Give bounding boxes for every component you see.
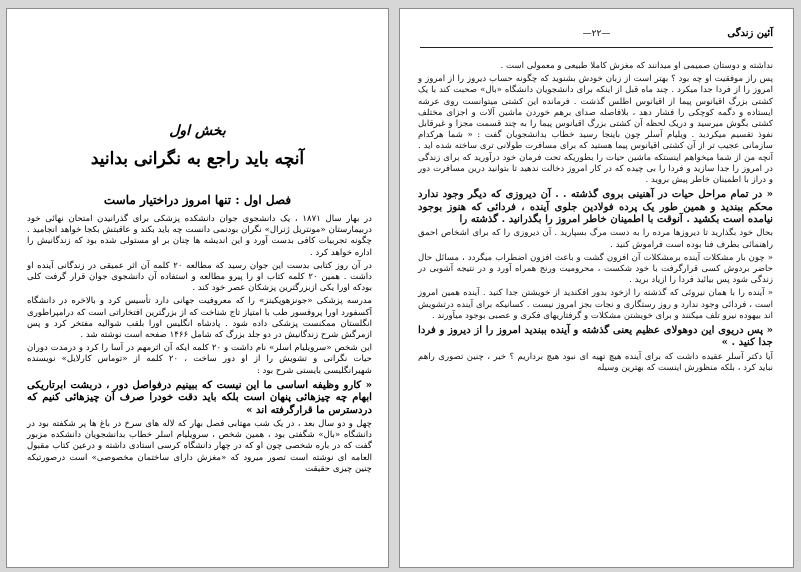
page-number-value: ۲۲ (591, 29, 602, 39)
chapter-title: آنچه باید راجع به نگرانی بدانید (90, 149, 305, 169)
paragraph: نداشته و دوستان صمیمی او میدانند که مغزش کاملا طبیعی و معمولی است . (500, 61, 773, 71)
paragraph: در آن روز کتابی بدست این جوان رسید که مطالعه ۲۰ کلمه آن اثر عمیقی در زندگانی آینده او داشت . همین ۲۰ کلمه کتاب او را پیرو مطالعه و استفاده آن دانشجوی جوان قرار گرفت کلی بودکه اورا یکی ازبزرگترین پزشکان عصر خود کند . (27, 260, 373, 294)
paragraph: در بهار سال ۱۸۷۱ ، یک دانشجوی جوان دانشکده پزشکی برای گذرانیدن امتحان نهائی خود دربیمارستان «مونتریل ژنرال» نگران بودنمی دانست چه باید بکند و عاقبتش بکجا خواهد انجامید . چگونه تجربیات کافی بدست آورد و این اندیشه ها چنان بر او مستولی شده بود که زندگانیش را اداره خواهد کرد . (27, 214, 372, 258)
paragraph: چهل و دو سال بعد ، در یک شب مهتابی فصل بهار که لاله های سرخ در باغ ها پر شکفته بود در دانشگاه «بال» شگفتی بود ، همین شخص ، سرویلیام اسلر خطاب بدانشجویان دانشکده مزبور گفت که در باره شخصی چون او که در چهار دانشگاه کرسی استادی داشته و درعین کتاب مقبول العامه ای نوشته است تصور میرود که «مغزش دارای ساختمان مخصوصی» است درصورتیکه چنین چیزی حقیقت (27, 419, 372, 474)
paragraph: آیا دکتر آسلر عقیده داشت که برای آینده هیچ تهیه ای نبود هیچ برداریم ؟ خیر ، چنین تصوری راهم نباید کرد ، بلکه منظورش اینست که بهترین وسیله (418, 351, 773, 374)
left-page-body (27, 214, 372, 477)
paragraph: « کارو وظیفه اساسی ما این نیست که ببینیم درفواصل دور ، دربشت ابرتاریکی ابهام چه چیزهائی پنهان است بلکه باید دقت خودرا صرف آن چیزهائی کنیم که دردسترس ما قرارگرفته اند » (27, 378, 372, 416)
paragraph: « آینده را با همان نیروئی که گذشته را ازخود بدور افکندید از خویشتن جدا کنید . آینده همین امروز است ، فردائی وجود ندارد و روز رستگاری و نجات بجز امروز نیست . کسانیکه برای آینده درتشویش اند بیهوده نیرو تلف میکنند و برای خویشتن مشکلات و گرفتاریهای فکری و عصبی بوجود میآورند . (418, 288, 773, 321)
page-number: —۲۲— (582, 29, 611, 39)
paragraph: « در تمام مراحل حیات در آهنینی بروی گذشته . . آن دیروزی که دیگر وجود ندارد محکم ببندید و همین طور یک پرده فولادین جلوی آینده ، فردائی که هنوز بوجود نیامده است بکشید . آنوقت با اطمینان خاطر امروز را بگذرانید . گذشته را (418, 188, 773, 226)
chapter-subtitle: فصل اول : تنها امروز دراختیار ماست (103, 193, 292, 207)
paragraph: بحال خود بگذارید تا دیروزها مرده را به دست مرگ بسپارید . آن دیروزی را که برای اشخاص احمق راهنمائی بطرف فنا بوده است فراموش کنید . (418, 228, 773, 250)
paragraph: « پس دریوی این دوهولای عظیم یعنی گذشته و آینده ببندید امروز را از دیروز و فردا جدا کنید . » (418, 324, 773, 349)
right-page (399, 8, 794, 568)
paragraph: پس راز موفقیت او چه بود ؟ بهتر است از زبان خودش بشنوید که چگونه حساب دیروز را از امروز و امروز را از فردا جدا میکرد . چند ماه قبل از اینکه برای دانشجویان دانشگاه «بال» صحبت کند با یک کشتی بزرگ اقیانوس پیما از اقیانوس اطلس گذشت . فرمانده این کشتی میتوانست روی عرشه ایستاده و دگمه کوچکی را فشار دهد ، بلافاصله صدای برهم خوردن ماشین آلات و اجزای مختلف کشتی بگوش میرسید و دریک لحظه آن کشتی بزرگ اقیانوس پیما را به چند قسمت مجزا و غیرقابل نفوذ تقسیم میکردید . ویلیام آسلر چون باینجا رسید خطاب بدانشجویان گفت : « شما هرکدام سازمانی عجیب تر از آن کشتی اقیانوس پیما هستید که برای مسافرت طولانی تری ساخته شده اید . آنچه من از شما میخواهم اینستکه ماشین حیات را بطوریکه تحت فرمان خود درآورید که برای زندگی در امروز را جدا سازید و فردا را بی چیده که در کار امروز دخالت ندهید تا بتوانید درین مسافرت دور و دراز با اطمینان خاطر پیش بروید . (418, 74, 773, 186)
running-head (420, 25, 773, 48)
left-page (6, 8, 389, 568)
paragraph: این شخص «سرویلیام اسلر» نام داشت و ۲۰ کلمه ایکه آن اثرمهم در آسا را کرد و درمدت دوران حیات نگرانی و تشویش را از او دور ساخت ، ۲۰ کلمه از «توماس کارلایل» نویسنده شهیرانگلیسی بایستی شرح بود : (27, 343, 372, 376)
paragraph: مدرسه پزشکی «جونزهوپکینز» را که معروفیت جهانی دارد تأسیس کرد و بالاخره در دانشگاه آکسفورد اورا پروفسور طب با امتیاز تاج شناخت که از بزرگترین افتخاراتی است که درامپراطوری انگلستان ممکنست پزشکی داده شود . پادشاه انگلیس اورا بلقب شوالیه مفتخر کرد و پس ازمرگش شرح زندگانیش در دو جلد بزرگ که شامل ۱۴۶۶ صفحه است نوشته شد . (27, 296, 372, 341)
book-title: آئین زندگی (727, 28, 773, 39)
section-title: بخش اول (169, 123, 226, 139)
paragraph: « چون بار مشکلات آینده برمشکلات آن افزون گشت و باعث افزون اضطراب میگردد ، مسائل حال حاضر بردوش کسی قرارگرفت با خود شکست ، محرومیت ورنج همراه آورد و در نتیجه آشوبی در زندگی شود پس بیائید فردا را ازیاد برید . (418, 252, 773, 286)
right-page-body (418, 61, 773, 376)
